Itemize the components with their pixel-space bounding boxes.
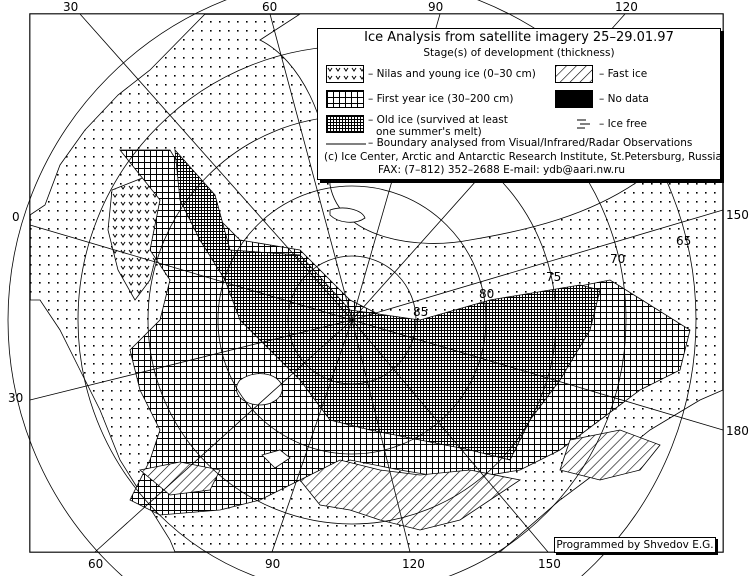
edge-label-left-0: 0 <box>12 210 20 224</box>
edge-label-left-30: 30 <box>8 391 24 405</box>
legend-title: Ice Analysis from satellite imagery 25–29.01.97 <box>364 30 674 45</box>
legend-credit-line-1: (c) Ice Center, Arctic and Antarctic Research Institute, St.Petersburg, Russia <box>324 151 722 163</box>
legend-ice-free-label: – Ice free <box>599 118 647 130</box>
ice-free-symbol <box>576 117 592 129</box>
lon-bottom-120: 120 <box>402 557 425 571</box>
legend-subtitle: Stage(s) of development (thickness) <box>423 47 615 59</box>
legend-no-data-label: – No data <box>599 93 649 105</box>
boundary-line-symbol <box>326 141 366 147</box>
first-year-swatch <box>326 90 364 108</box>
lon-top-60: 60 <box>262 0 278 14</box>
legend-first-year-label: – First year ice (30–200 cm) <box>368 93 514 105</box>
lat-75: 75 <box>546 270 562 284</box>
lat-70: 70 <box>610 252 626 266</box>
lat-80: 80 <box>479 287 495 301</box>
legend-box <box>317 28 721 180</box>
fast-ice-swatch <box>555 65 593 83</box>
lat-65: 65 <box>676 234 692 248</box>
legend-fast-label: – Fast ice <box>599 68 648 80</box>
lon-top-120: 120 <box>615 0 638 14</box>
lon-top-30: 30 <box>63 0 79 14</box>
edge-label-right-150: 150 <box>726 208 749 222</box>
lat-85: 85 <box>413 305 429 319</box>
legend-old-ice-label-2: one summer's melt) <box>376 126 482 138</box>
lon-bottom-60: 60 <box>88 557 104 571</box>
lon-top-90: 90 <box>428 0 444 14</box>
lon-bottom-150: 150 <box>538 557 561 571</box>
legend-nilas-label: – Nilas and young ice (0–30 cm) <box>368 68 536 80</box>
legend-boundary-label: – Boundary analysed from Visual/Infrared/Radar Observations <box>368 137 693 149</box>
legend-old-ice-label-1: – Old ice (survived at least <box>368 114 508 126</box>
lon-bottom-90: 90 <box>265 557 281 571</box>
nilas-swatch <box>326 65 364 83</box>
no-data-swatch <box>555 90 593 108</box>
edge-label-right-180: 180 <box>726 424 749 438</box>
old-ice-swatch <box>326 115 364 133</box>
programmer-credit: Programmed by Shvedov E.G. <box>554 537 716 553</box>
legend-credit-line-2: FAX: (7–812) 352–2688 E-mail: ydb@aari.nw.ru <box>378 164 626 176</box>
